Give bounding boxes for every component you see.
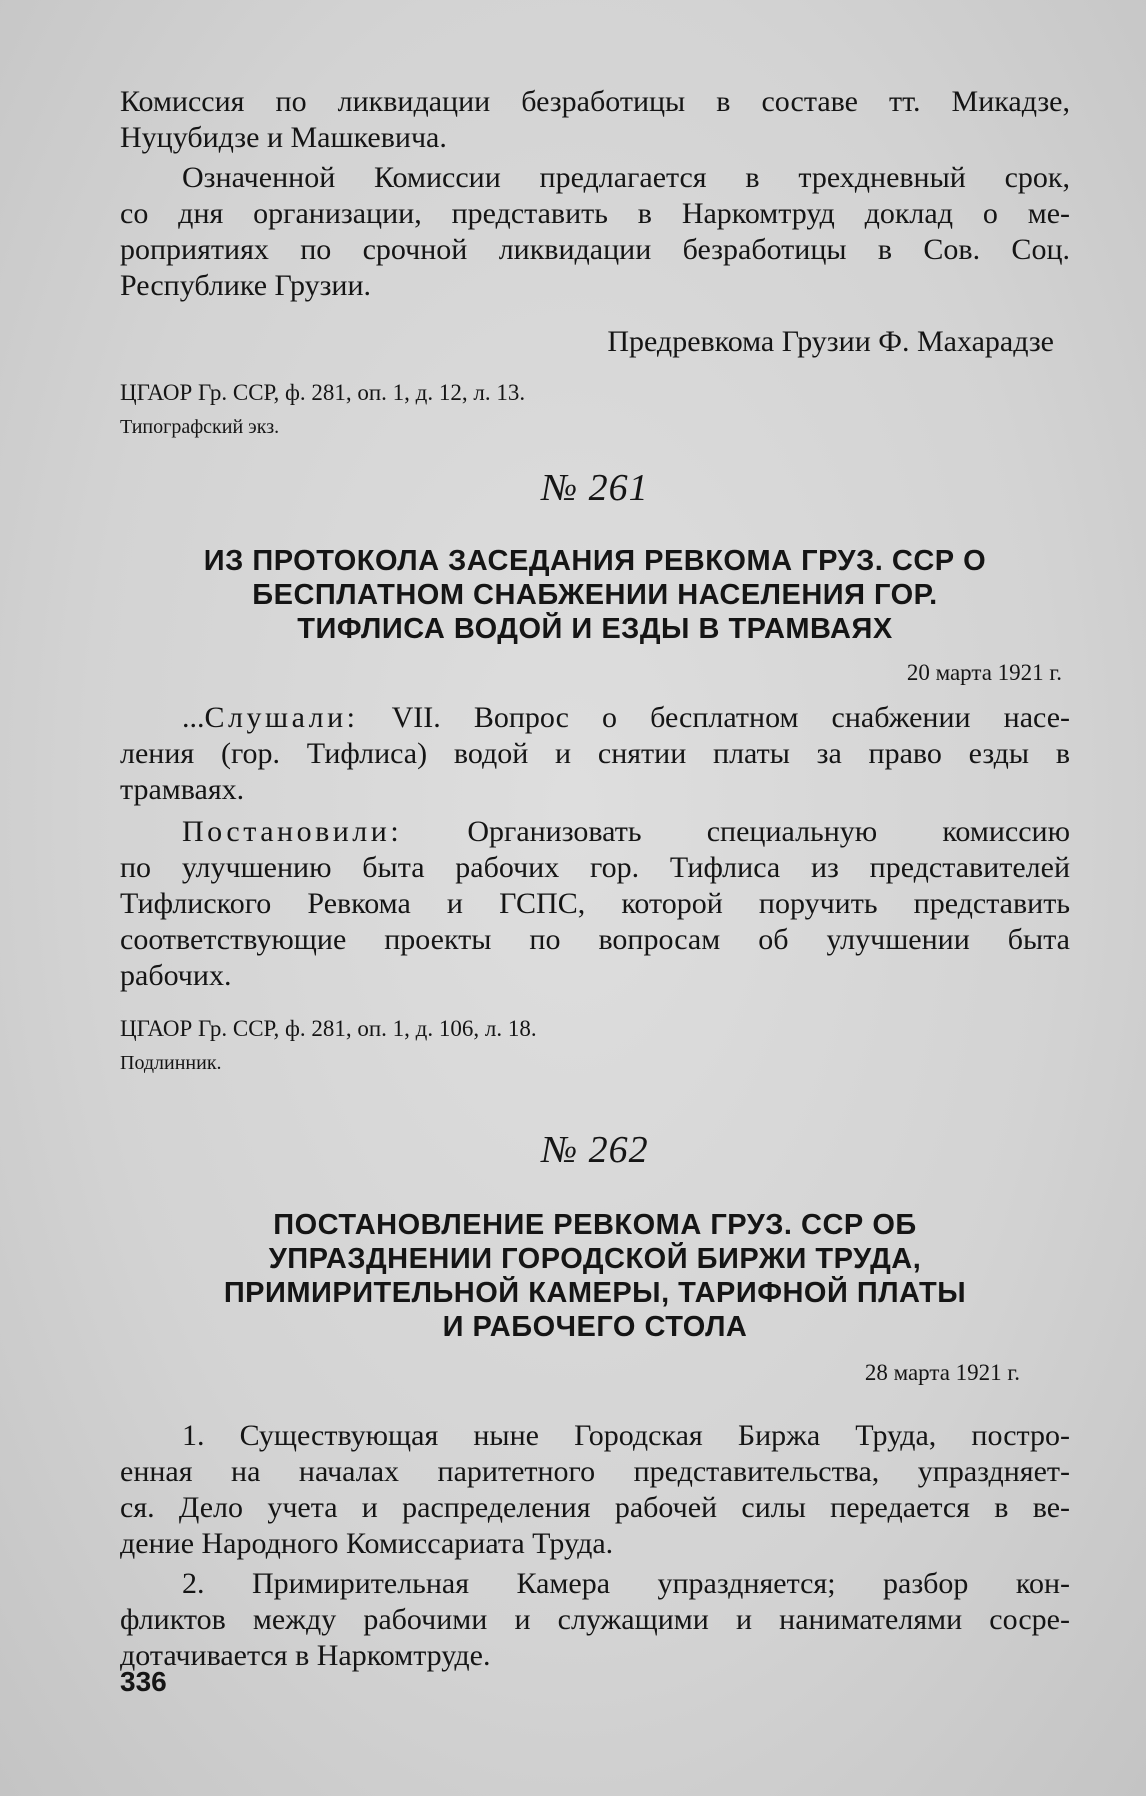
- text-line: рабочих.: [120, 959, 232, 992]
- text-line: Нуцубидзе и Машкевича.: [120, 121, 447, 154]
- text-line: трамваях.: [120, 773, 245, 806]
- document-261: [120, 466, 1070, 1078]
- document-title: [120, 544, 1070, 646]
- instruction-paragraph: [120, 160, 1070, 304]
- document-date: 20 марта 1921 г.: [906, 660, 1062, 685]
- archive-reference: ЦГАОР Гр. ССР, ф. 281, оп. 1, д. 12, л. 13.: [120, 380, 526, 405]
- title-line: И РАБОЧЕГО СТОЛА: [442, 1311, 748, 1343]
- title-line: ИЗ ПРОТОКОЛА ЗАСЕДАНИЯ РЕВКОМА ГРУЗ. ССР О: [203, 545, 987, 577]
- text-line: [120, 700, 1070, 736]
- resolved-label: Постановили:: [182, 815, 403, 848]
- document-date: 28 марта 1921 г.: [864, 1360, 1020, 1385]
- text-line: роприятиях по срочной ликвидации безработицы в Сов. Соц.: [120, 233, 1070, 266]
- archive-reference: ЦГАОР Гр. ССР, ф. 281, оп. 1, д. 106, л. 18.: [120, 1016, 537, 1041]
- text-line: Комиссия по ликвидации безработицы в составе тт. Микадзе,: [120, 85, 1070, 118]
- text-line: Означенной Комиссии предлагается в трехдневный срок,: [182, 161, 1070, 194]
- text-line: енная на началах паритетного представительства, упраздняет-: [120, 1455, 1070, 1488]
- title-line: ТИФЛИСА ВОДОЙ И ЕЗДЫ В ТРАМВАЯХ: [297, 613, 893, 645]
- text-line: дение Народного Комиссариата Труда.: [120, 1527, 614, 1560]
- signature: Предревкома Грузии Ф. Махарадзе: [607, 325, 1054, 358]
- text-line: дотачивается в Наркомтруде.: [120, 1639, 491, 1672]
- text-line: соответствующие проекты по вопросам об улучшении быта: [120, 923, 1070, 956]
- document-262: [120, 1128, 1070, 1674]
- item-2-paragraph: [120, 1566, 1070, 1674]
- text-line: [120, 814, 1070, 850]
- document-number: № 261: [541, 467, 649, 509]
- text-line: Тифлиского Ревкома и ГСПС, которой поручить представить: [120, 887, 1070, 920]
- document-title: [120, 1208, 1070, 1344]
- text-line: ления (гор. Тифлиса) водой и снятии платы за право езды в: [120, 737, 1070, 770]
- text-line: Республике Грузии.: [120, 269, 372, 302]
- heard-paragraph: [120, 700, 1070, 808]
- heard-text: VII. Вопрос о бесплатном снабжении насе-: [391, 701, 1070, 734]
- text-line: ся. Дело учета и распределения рабочей силы передается в ве-: [120, 1491, 1070, 1524]
- resolved-paragraph: [120, 814, 1070, 994]
- title-line: ПРИМИРИТЕЛЬНОЙ КАМЕРЫ, ТАРИФНОЙ ПЛАТЫ: [223, 1277, 967, 1309]
- document-number: № 262: [541, 1129, 649, 1171]
- previous-document-end: [120, 84, 1070, 442]
- text-line: по улучшению быта рабочих гор. Тифлиса из представителей: [120, 851, 1070, 884]
- commission-paragraph: [120, 84, 1070, 156]
- text-line: фликтов между рабочими и служащими и нанимателями сосре-: [120, 1603, 1070, 1636]
- text-line: 1. Существующая ныне Городская Биржа Труда, постро-: [182, 1419, 1070, 1452]
- page-number: 336: [120, 1666, 167, 1697]
- heard-label: Слушали:: [204, 701, 359, 734]
- text-line: со дня организации, представить в Наркомтруд доклад о ме-: [120, 197, 1070, 230]
- title-line: УПРАЗДНЕНИИ ГОРОДСКОЙ БИРЖИ ТРУДА,: [268, 1243, 922, 1275]
- ellipsis: ...: [182, 701, 205, 734]
- copy-type: Типографский экз.: [120, 416, 280, 438]
- text-line: 2. Примирительная Камера упраздняется; разбор кон-: [182, 1567, 1070, 1600]
- title-line: ПОСТАНОВЛЕНИЕ РЕВКОМА ГРУЗ. ССР ОБ: [273, 1209, 917, 1241]
- item-1-paragraph: [120, 1418, 1070, 1562]
- title-line: БЕСПЛАТНОМ СНАБЖЕНИИ НАСЕЛЕНИЯ ГОР.: [252, 579, 938, 611]
- resolved-text: Организовать специальную комиссию: [467, 815, 1070, 848]
- copy-type: Подлинник.: [120, 1052, 222, 1074]
